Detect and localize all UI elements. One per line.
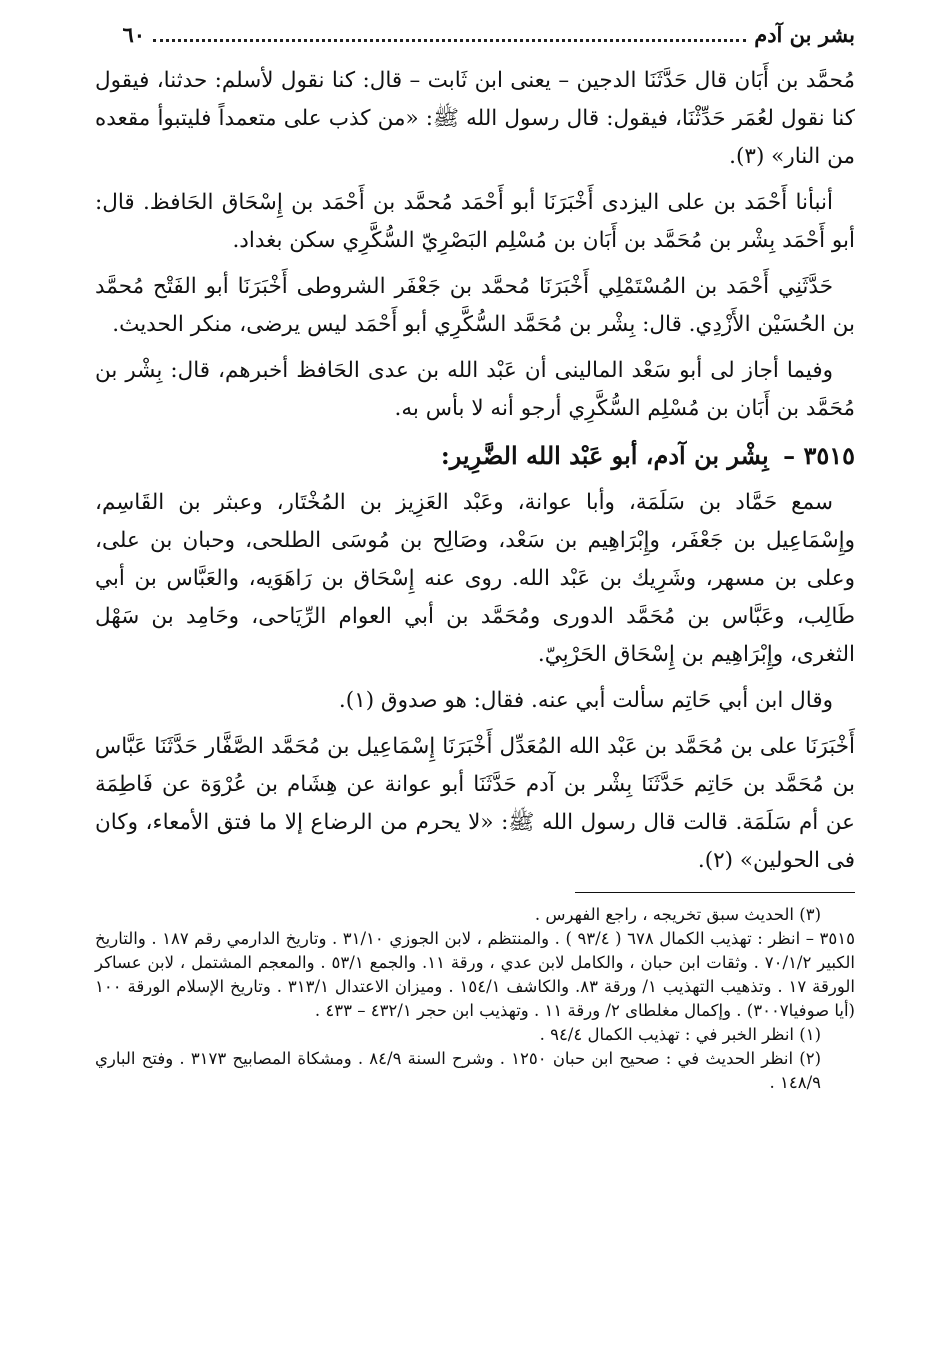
entry-title: بِشْر بن آدم، أبو عَبْد الله الضَّرِير: [440, 441, 769, 470]
footnote: (١) انظر الخبر في : تهذيب الكمال ٩٤/٤ . [539, 1025, 821, 1044]
paragraph: وقال ابن أبي حَاتِم سألت أبي عنه. فقال: هو صدوق (١). [338, 688, 833, 713]
footnote: (٣) الحديث سبق تخريجه ، راجع الفهرس . [534, 905, 821, 924]
book-page [95, 22, 855, 1095]
paragraph: مُحمَّد بن أَبَان قال حَدَّثَنَا الدجين – يعنى ابن ثَابت – قال: كنا نقول لأسلم: حدثنا، فيقول كنا نقول لعُمَر حَدِّثْنَا، فيقول: قال رسول الله ﷺ: «من كذب على متعمداً فليتبوأ مقعده من النار» (٣). [95, 68, 855, 169]
footnote: (٢) انظر الحديث في : صحيح ابن حبان ١٢٥٠ . وشرح السنة ٨٤/٩ . ومشكاة المصابيح ٣١٧٣ . وفتح الباري ١٤٨/٩ . [95, 1049, 821, 1092]
entry-heading [95, 436, 855, 476]
main-text [95, 62, 855, 880]
running-title: بشر بن آدم [754, 22, 855, 47]
paragraph: سمع حَمَّاد بن سَلَمَة، وأبا عوانة، وعَبْد العَزِيز بن المُخْتَار، وعبثر بن القَاسِم، وإِسْمَاعِيل بن جَعْفَر، وإِبْرَاهِيم بن سَعْد، وصَالِح بن مُوسَى الطلحى، وحبان بن على، وعلى بن مسهر، وشَرِيك بن عَبْد الله. روى عنه إِسْحَاق بن رَاهَوَيه، والعَبَّاس بن أبي طَالِب، وعَبَّاس بن مُحَمَّد الدورى ومُحَمَّد بن أبي العوام الرِّيَاحى، وحَامِد بن سَهْل الثغرى، وإِبْرَاهِيم بن إِسْحَاق الحَرْبِيّ. [95, 490, 855, 667]
entry-number: ٣٥١٥ – [783, 441, 855, 470]
paragraph: حَدَّثَنِي أَحْمَد بن المُسْتَمْلِي أَخْبَرَنَا مُحمَّد بن جَعْفَر الشروطى أَخْبَرَنَا أبو الفَتْح مُحمَّد بن الحُسَيْن الأَزْدِي. قال: بِشْر بن مُحَمَّد السُّكَّرِي أبو أَحْمَد ليس يرضى، منكر الحديث. [95, 274, 855, 337]
footnotes [95, 903, 855, 1095]
dotted-leader [153, 38, 746, 42]
running-header [95, 22, 855, 62]
footnote-entry-sources: ٣٥١٥ – انظر : تهذيب الكمال ٦٧٨ ( ٩٣/٤ ) . والمنتظم ، لابن الجوزي ٣١/١٠ . وتاريخ الدارمي رقم ١٨٧ . والتاريخ الكبير ٧٠/١/٢ . وثقات ابن حبان ، والكامل لابن عدي ، ورقة ١١. والجمع ٥٣/١ . والمعجم المشتمل ، لابن عساكر الورقة ١٧ . وتذهيب التهذيب ١/ ورقة ٨٣. والكاشف ١٥٤/١ . وميزان الاعتدال ٣١٣/١ . وتاريخ الإسلام الورقة ١٠٠ (أيا صوفيا٣٠٠٧) . وإكمال مغلطاى ٢/ ورقة ١١ . وتهذيب ابن حجر ٤٣٢/١ – ٤٣٣ . [95, 929, 856, 1020]
paragraph: وفيما أجاز لى أبو سَعْد المالينى أن عَبْد الله بن عدى الحَافظ أخبرهم، قال: بِشْر بن مُحَمَّد بن أَبَان بن مُسْلِم السُّكَّرِي أرجو أنه لا بأس به. [95, 358, 855, 421]
footnote-divider [575, 892, 855, 893]
paragraph: أنبأنا أَحْمَد بن على اليزدى أَخْبَرَنَا أبو أَحْمَد مُحمَّد بن أَحْمَد بن إِسْحَاق الحَافظ. قال: أبو أَحْمَد بِشْر بن مُحَمَّد بن أَبَان بن مُسْلِم البَصْرِيّ السُّكَّرِي سكن بغداد. [95, 190, 855, 253]
page-number: ٦٠ [122, 22, 145, 47]
paragraph: أَخْبَرَنَا على بن مُحَمَّد بن عَبْد الله المُعَدِّل أَخْبَرَنَا إِسْمَاعِيل بن مُحَمَّد الصَّفَّار حَدَّثَنَا عَبَّاس بن مُحَمَّد بن حَاتِم حَدَّثَنَا بِشْر بن آدم حَدَّثَنَا أبو عوانة عن هِشَام بن عُرْوَة عن فَاطِمَة عن أم سَلَمَة. قالت قال رسول الله ﷺ: «لا يحرم من الرضاع إلا ما فتق الأمعاء، وكان فى الحولين» (٢). [95, 734, 855, 873]
